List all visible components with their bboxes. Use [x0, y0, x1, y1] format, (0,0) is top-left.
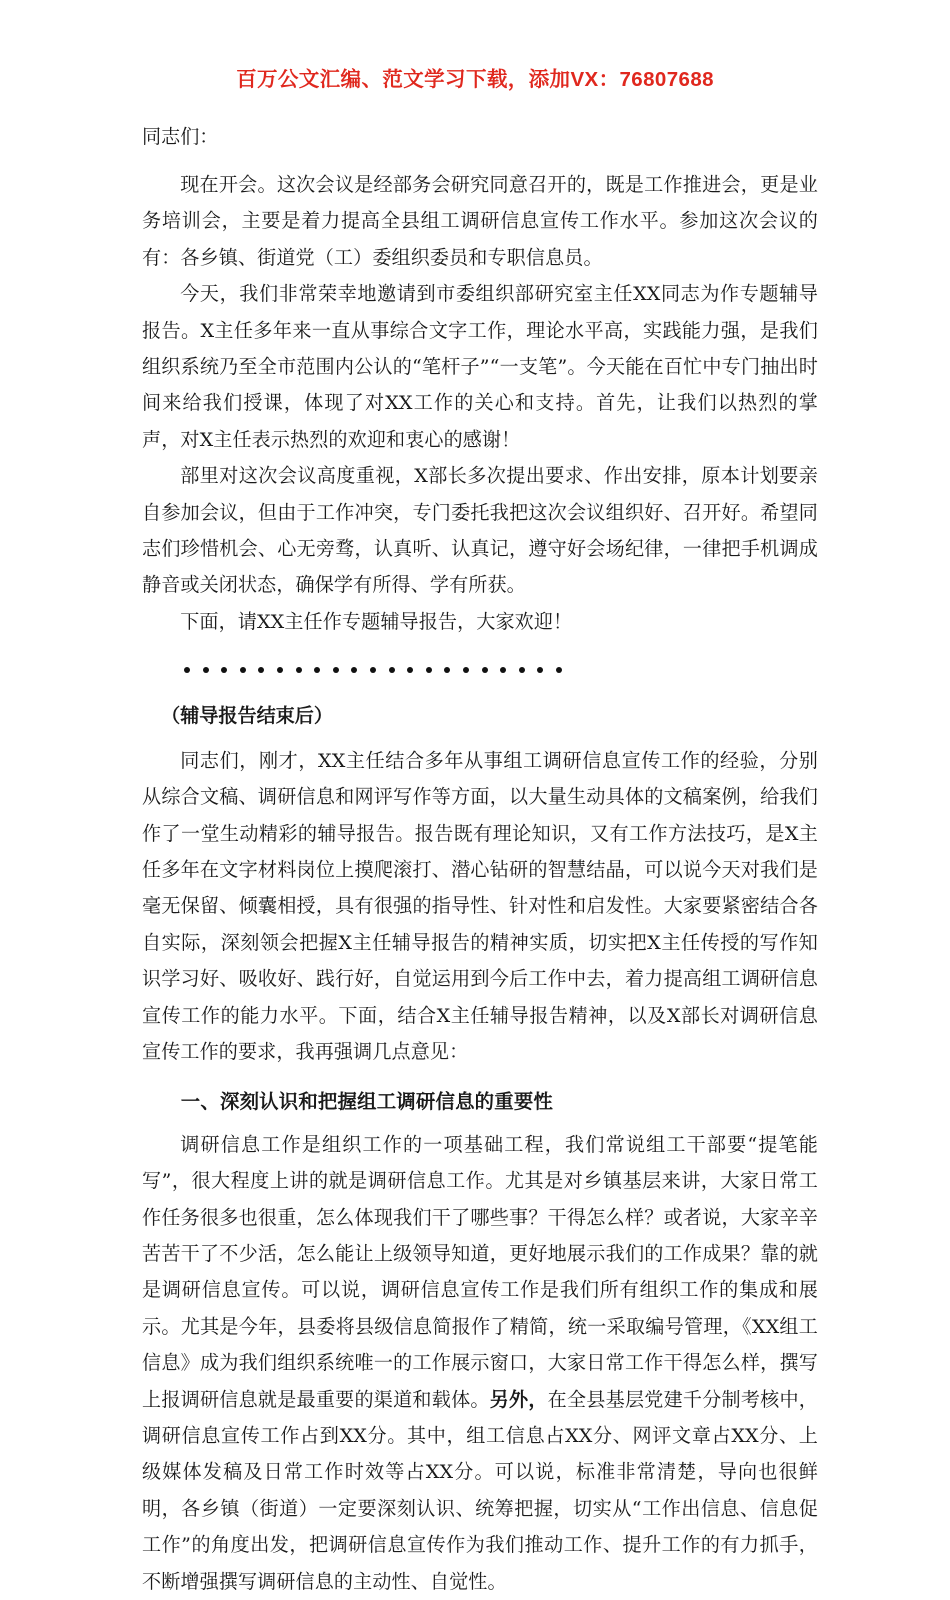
separator-dot	[258, 667, 264, 673]
section-one-text-part-one: 调研信息工作是组织工作的一项基础工程，我们常说组工干部要“提笔能写”，很大程度上讲的就是调研信息工作。尤其是对乡镇基层来讲，大家日常工作任务很多也很重，怎么体现我们干了哪些事？干得怎么样？或者说，大家辛辛苦苦干了不少活，怎么能让上级领导知道，更好地展示我们的工作成果？靠的就是调研信息宣传。可以说，调研信息宣传工作是我们所有组织工作的集成和展示。尤其是今年，县委将县级信息简报作了精简，统一采取编号管理，《XX组工信息》成为我们组织系统唯一的工作展示窗口，大家日常工作干得怎么样，撰写上报调研信息就是最重要的渠道和载体。	[142, 1132, 818, 1411]
separator-dot	[426, 667, 432, 673]
paragraph-invite-speaker: 下面，请XX主任作专题辅导报告，大家欢迎！	[180, 609, 573, 633]
paragraph-opening-meeting: 现在开会。这次会议是经部务会研究同意召开的，既是工作推进会，更是业务培训会，主要是着力提高全县组工调研信息宣传工作水平。参加这次会议的有：各乡镇、街道党（工）委组织委员和专职信息员。	[142, 173, 818, 269]
dotted-separator	[142, 654, 818, 684]
separator-dot	[389, 667, 395, 673]
promo-banner-text: 百万公文汇编、范文学习下载，添加VX：76807688	[236, 68, 714, 91]
section-heading-one: 一、深刻认识和把握组工调研信息的重要性	[180, 1090, 554, 1114]
paragraph-report-summary: 同志们，刚才，XX主任结合多年从事组工调研信息宣传工作的经验，分别从综合文稿、调研信息和网评写作等方面，以大量生动具体的文稿案例，给我们作了一堂生动精彩的辅导报告。报告既有理论知识，又有工作方法技巧，是X主任多年在文字材料岗位上摸爬滚打、潜心钻研的智慧结晶，可以说今天对我们是毫无保留、倾囊相授，具有很强的指导性、针对性和启发性。大家要紧密结合各自实际，深刻领会把握X主任辅导报告的精神实质，切实把X主任传授的写作知识学习好、吸收好、践行好，自觉运用到今后工作中去，着力提高组工调研信息宣传工作的能力水平。下面，结合X主任辅导报告精神，以及X部长对调研信息宣传工作的要求，我再强调几点意见：	[142, 748, 818, 1063]
separator-dot	[296, 667, 302, 673]
separator-dot	[500, 667, 506, 673]
separator-dot	[314, 667, 320, 673]
section-one-text-part-two: 在全县基层党建千分制考核中，调研信息宣传工作占到XX分。其中，组工信息占XX分、网评文章占XX分、上级媒体发稿及日常工作时效等占XX分。可以说，标准非常清楚，导向也很鲜明，各乡镇（街道）一定要深刻认识、统筹把握，切实从“工作出信息、信息促工作”的角度出发，把调研信息宣传作为我们推动工作、提升工作的有力抓手，不断增强撰写调研信息的主动性、自觉性。	[142, 1387, 818, 1593]
separator-dot	[482, 667, 488, 673]
separator-dot	[537, 667, 543, 673]
separator-dot	[444, 667, 450, 673]
paragraph-department-emphasis: 部里对这次会议高度重视，X部长多次提出要求、作出安排，原本计划要亲自参加会议，但由于工作冲突，专门委托我把这次会议组织好、召开好。希望同志们珍惜机会、心无旁骛，认真听、认真记，遵守好会场纪律，一律把手机调成静音或关闭状态，确保学有所得、学有所获。	[142, 464, 818, 597]
separator-dot	[240, 667, 246, 673]
separator-dot	[184, 667, 190, 673]
separator-dot	[370, 667, 376, 673]
separator-dot	[277, 667, 283, 673]
separator-dot	[519, 667, 525, 673]
paragraph-guest-introduction: 今天，我们非常荣幸地邀请到市委组织部研究室主任XX同志为作专题辅导报告。X主任多年来一直从事综合文字工作，理论水平高，实践能力强，是我们组织系统乃至全市范围内公认的“笔杆子”“一支笔”。今天能在百忙中专门抽出时间来给我们授课，体现了对XX工作的关心和支持。首先，让我们以热烈的掌声，对X主任表示热烈的欢迎和衷心的感谢！	[142, 282, 818, 451]
separator-dot	[556, 667, 562, 673]
separator-dot	[407, 667, 413, 673]
separator-dot	[463, 667, 469, 673]
document-body	[142, 121, 818, 1600]
stage-direction-after-report: （辅导报告结束后）	[161, 704, 333, 728]
separator-dot	[333, 667, 339, 673]
separator-dot	[351, 667, 357, 673]
separator-dot	[221, 667, 227, 673]
salutation-line: 同志们：	[142, 125, 219, 148]
section-one-bold-marker: 另外，	[489, 1387, 548, 1411]
paragraph-section-one-body	[142, 1127, 818, 1600]
separator-dot	[203, 667, 209, 673]
